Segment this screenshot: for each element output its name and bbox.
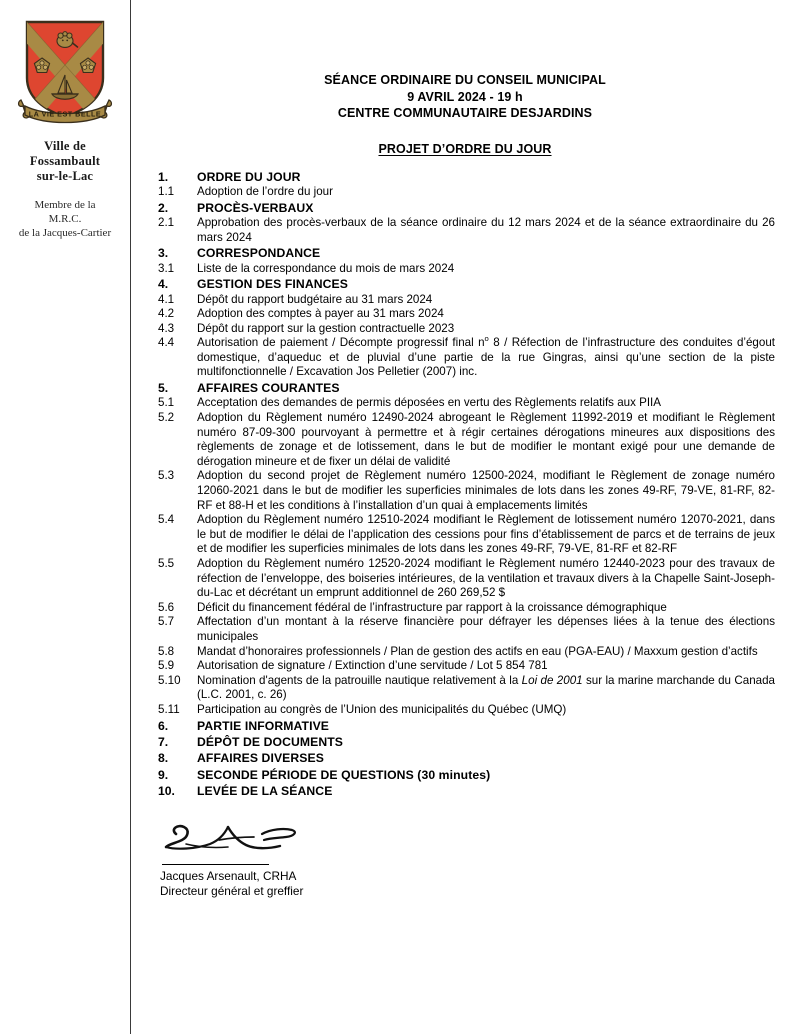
- agenda-item-number: 5.1: [158, 396, 175, 410]
- agenda-item-row: [158, 659, 775, 674]
- meeting-header-line-2: 9 AVRIL 2024 - 19 h: [407, 89, 523, 104]
- agenda-item-text: Adoption du Règlement numéro 12510-2024 modifiant le Règlement de lotissement numéro 12070-2021, dans le but de modifier le délai de l’application des cessions pour fins d’établissement de parcs et de terrains de jeux et de modifier les superficies minimales de lots dans les zones 49-RF, 79-VE, 81-RF et 82-RF: [197, 513, 775, 556]
- agenda-item-text: Adoption des comptes à payer au 31 mars 2024: [197, 307, 444, 321]
- agenda-item-text: Liste de la correspondance du mois de mars 2024: [197, 261, 455, 275]
- agenda-section-row: [158, 169, 775, 185]
- agenda-section-row: [158, 245, 775, 261]
- meeting-header: [155, 72, 775, 122]
- agenda-item-row: [158, 703, 775, 718]
- agenda-section-row: [158, 783, 775, 799]
- signature-block: [160, 822, 775, 899]
- agenda-item-row: [158, 557, 775, 601]
- mrc-line-2: M.R.C.: [48, 213, 82, 225]
- signatory-name: Jacques Arsenault, CRHA: [160, 868, 297, 883]
- document-body: [130, 0, 800, 1034]
- agenda-item-number: 5.6: [158, 600, 175, 614]
- agenda-item-number: 5.4: [158, 513, 175, 527]
- agenda-item-text: Autorisation de signature / Extinction d’une servitude / Lot 5 854 781: [197, 659, 548, 673]
- agenda-list: [158, 169, 775, 800]
- document-title: [155, 142, 775, 156]
- agenda-item-text: ORDRE DU JOUR: [197, 169, 301, 184]
- agenda-item-number: 4.: [158, 277, 169, 292]
- agenda-item-number: 5.2: [158, 411, 175, 425]
- motto-text: LA VIE EST BELLE: [28, 109, 102, 119]
- letterhead-sidebar: [0, 0, 130, 1034]
- agenda-item-row: [158, 185, 775, 200]
- agenda-item-text: DÉPÔT DE DOCUMENTS: [197, 734, 344, 749]
- agenda-item-number: 1.1: [158, 184, 175, 198]
- agenda-item-text: Adoption de l’ordre du jour: [197, 184, 333, 198]
- signatory-title: Directeur général et greffier: [160, 883, 304, 898]
- agenda-item-text: Affectation d’un montant à la réserve financière pour défrayer les dépenses liées à la tenue des élections municipales: [197, 615, 775, 643]
- municipality-name: [0, 139, 130, 184]
- agenda-item-row: [158, 322, 775, 337]
- agenda-item-row: [158, 336, 775, 380]
- mrc-membership: [0, 198, 130, 240]
- agenda-item-number: 2.: [158, 200, 169, 215]
- agenda-item-text: Adoption du Règlement numéro 12490-2024 abrogeant le Règlement 11992-2019 et modifiant le Règlement numéro 87-09-300 pourvoyant à permettre et à régir certaines dérogations mineures aux dispositions des règlements de zonage et de lotissement, dans le but de modifier le montant exigé pour une demande de dérogation mineure et de fixer un délai de validité: [197, 411, 775, 468]
- agenda-item-text: GESTION DES FINANCES: [197, 277, 348, 292]
- municipality-name-line-1: Ville de: [44, 139, 86, 153]
- agenda-item-number: 5.9: [158, 659, 175, 673]
- agenda-section-row: [158, 734, 775, 750]
- agenda-item-number: 5.11: [158, 702, 180, 716]
- meeting-header-line-3: CENTRE COMMUNAUTAIRE DESJARDINS: [337, 106, 593, 120]
- agenda-item-text: Déficit du financement fédéral de l’infrastructure par rapport à la croissance démographique: [197, 600, 667, 614]
- agenda-item-row: [158, 615, 775, 644]
- agenda-item-row: [158, 469, 775, 513]
- agenda-item-row: [158, 293, 775, 308]
- agenda-item-text: Adoption du Règlement numéro 12520-2024 modifiant le Règlement numéro 12440-2023 pour des travaux de réfection de l’enveloppe, des boiseries intérieures, de la ventilation et travaux divers à la Chapelle Saint-Joseph-du-Lac et décrétant un emprunt additionnel de 260 269,52 $: [197, 557, 775, 600]
- agenda-section-row: [158, 380, 775, 396]
- agenda-item-row: [158, 601, 775, 616]
- agenda-item-text: CORRESPONDANCE: [197, 246, 321, 261]
- agenda-item-row: [158, 674, 775, 703]
- agenda-section-row: [158, 718, 775, 734]
- agenda-item-text: AFFAIRES COURANTES: [197, 381, 340, 396]
- agenda-item-row: [158, 513, 775, 557]
- agenda-item-text: Participation au congrès de l’Union des municipalités du Québec (UMQ): [197, 702, 567, 716]
- agenda-item-row: [158, 411, 775, 469]
- agenda-item-number: 5.3: [158, 469, 175, 483]
- agenda-item-number: 4.2: [158, 307, 175, 321]
- agenda-item-text: Approbation des procès-verbaux de la séance ordinaire du 12 mars 2024 et de la séance extraordinaire du 26 mars 2024: [197, 215, 775, 244]
- agenda-item-row: [158, 216, 775, 245]
- agenda-item-row: [158, 396, 775, 411]
- agenda-item-number: 5.7: [158, 615, 175, 629]
- agenda-item-text: PROCÈS-VERBAUX: [197, 200, 314, 215]
- agenda-item-text: LEVÉE DE LA SÉANCE: [197, 784, 333, 799]
- handwritten-signature-icon: [162, 822, 312, 864]
- agenda-item-number: 4.1: [158, 292, 175, 306]
- municipality-name-line-2: Fossambault: [29, 154, 101, 168]
- agenda-item-number: 1.: [158, 169, 169, 184]
- meeting-header-line-1: SÉANCE ORDINAIRE DU CONSEIL MUNICIPAL: [324, 73, 606, 87]
- agenda-item-text: Dépôt du rapport sur la gestion contractuelle 2023: [197, 321, 455, 335]
- crest-container: [0, 16, 130, 126]
- agenda-item-number: 3.: [158, 246, 169, 261]
- agenda-item-text: Mandat d’honoraires professionnels / Plan de gestion des actifs en eau (PGA-EAU) / Maxxum gestion d’actifs: [197, 644, 758, 658]
- agenda-item-number: 7.: [158, 734, 169, 749]
- agenda-item-text: Autorisation de paiement / Décompte progressif final $n^o$ 8 / Réfection de l’infrastructure des conduites d’égout domestique, d’aqueduc et de pluvial d’une partie de la rue Gingras, ainsi qu’une section de la piste multifonctionnelle / Excavation Jos Pelletier (2007) inc.: [197, 334, 775, 379]
- agenda-item-number: 10.: [158, 784, 175, 799]
- agenda-item-number: 4.4: [158, 336, 175, 350]
- agenda-section-row: [158, 276, 775, 292]
- agenda-item-text: Acceptation des demandes de permis déposées en vertu des Règlements relatifs aux PIIA: [197, 396, 662, 410]
- agenda-item-text: AFFAIRES DIVERSES: [197, 751, 324, 766]
- agenda-section-row: [158, 750, 775, 766]
- agenda-item-number: 4.3: [158, 321, 175, 335]
- agenda-item-text: Nomination d'agents de la patrouille nautique relativement à la Loi de 2001 sur la marine marchande du Canada (L.C. 2001, c. 26): [197, 673, 776, 702]
- agenda-item-number: 9.: [158, 767, 169, 782]
- agenda-section-row: [158, 767, 775, 783]
- agenda-item-number: 2.1: [158, 215, 175, 229]
- agenda-item-number: 8.: [158, 751, 169, 766]
- agenda-item-number: 6.: [158, 718, 169, 733]
- agenda-item-text: Dépôt du rapport budgétaire au 31 mars 2024: [197, 292, 433, 306]
- agenda-item-number: 5.5: [158, 557, 175, 570]
- agenda-item-number: 5.10: [158, 673, 181, 687]
- agenda-item-number: 5.8: [158, 644, 175, 658]
- coat-of-arms-icon: [15, 16, 115, 126]
- document-title-text: PROJET D’ORDRE DU JOUR: [378, 141, 552, 156]
- agenda-item-row: [158, 262, 775, 277]
- agenda-item-text: SECONDE PÉRIODE DE QUESTIONS (30 minutes): [197, 767, 491, 782]
- agenda-item-text: PARTIE INFORMATIVE: [197, 718, 330, 733]
- signature-rule: [162, 864, 269, 865]
- mrc-line-1: Membre de la: [34, 199, 96, 211]
- agenda-item-row: [158, 645, 775, 660]
- agenda-item-text: Adoption du second projet de Règlement numéro 12500-2024, modifiant le Règlement de zonage numéro 12060-2021 dans le but de modifier les superficies minimales de lots dans les zones 49-RF, 79-VE, 81-RF, 82-RF et 88-H et les conditions à l’installation d’un quai à emplacements limités: [197, 469, 775, 512]
- agenda-item-number: 5.: [158, 381, 169, 396]
- municipality-name-line-3: sur-le-Lac: [36, 169, 94, 183]
- mrc-line-3: de la Jacques-Cartier: [18, 227, 112, 239]
- agenda-item-number: 3.1: [158, 261, 175, 275]
- agenda-section-row: [158, 200, 775, 216]
- agenda-item-row: [158, 307, 775, 322]
